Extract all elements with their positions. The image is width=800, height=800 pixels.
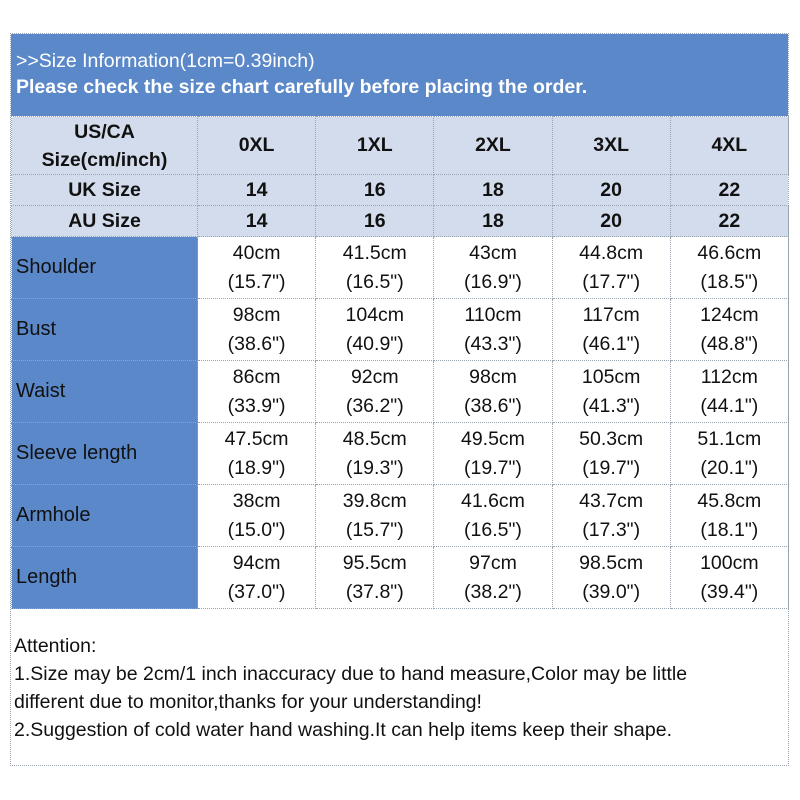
uk-size-cell: 22 <box>670 175 788 206</box>
measurement-cell <box>552 485 670 547</box>
cm-value: 41.5cm <box>342 241 407 264</box>
size-info-instruction: Please check the size chart carefully before placing the order. <box>16 76 588 98</box>
cm-value: 94cm <box>232 551 281 574</box>
inch-value: (37.0") <box>227 580 286 603</box>
cm-value: 98cm <box>232 303 281 326</box>
cm-value: 98.5cm <box>579 551 644 574</box>
cm-value: 43cm <box>469 241 517 264</box>
cm-value: 117cm <box>582 303 640 326</box>
cm-value: 38cm <box>232 489 281 512</box>
uk-size-cell: 18 <box>434 175 552 206</box>
measurement-row <box>12 237 789 299</box>
cm-value: 105cm <box>581 365 641 388</box>
measurement-label: Bust <box>12 299 198 361</box>
measurement-row <box>12 299 789 361</box>
measurement-cell <box>316 485 434 547</box>
measurement-cell <box>316 547 434 609</box>
cm-value: 95.5cm <box>342 551 407 574</box>
uk-size-row <box>12 175 789 206</box>
inch-value: (37.8") <box>345 580 404 603</box>
cm-value: 40cm <box>232 241 281 264</box>
measurement-cell <box>552 361 670 423</box>
measurement-label: Shoulder <box>12 237 198 299</box>
cm-value: 124cm <box>700 303 759 326</box>
uk-size-cell: 20 <box>552 175 670 206</box>
measurement-cell <box>434 423 552 485</box>
cm-value: 47.5cm <box>224 427 289 450</box>
note-line: different due to monitor,thanks for your understanding! <box>14 691 482 713</box>
size-header-cell: 1XL <box>316 117 434 175</box>
measurement-cell <box>670 237 788 299</box>
inch-value: (38.6") <box>227 332 286 355</box>
inch-value: (46.1") <box>582 332 641 355</box>
measurement-row <box>12 547 789 609</box>
measurement-cell <box>434 547 552 609</box>
measurement-cell <box>198 423 316 485</box>
cm-value: 44.8cm <box>579 241 644 264</box>
measurement-cell <box>670 299 788 361</box>
cm-value: 104cm <box>345 303 405 326</box>
cm-value: 100cm <box>700 551 759 574</box>
inch-value: (39.4") <box>700 580 759 603</box>
measurement-cell <box>198 547 316 609</box>
measurement-label: Armhole <box>12 485 198 547</box>
measurement-cell <box>198 361 316 423</box>
inch-value: (36.2") <box>345 394 404 417</box>
cm-value: 97cm <box>469 551 517 574</box>
measurement-row <box>12 485 789 547</box>
size-header-cell: 2XL <box>434 117 552 175</box>
cm-value: 50.3cm <box>579 427 644 450</box>
inch-value: (15.7") <box>227 270 286 293</box>
cm-value: 112cm <box>700 365 758 388</box>
uk-size-cell: 16 <box>316 175 434 206</box>
cm-value: 48.5cm <box>342 427 407 450</box>
inch-value: (18.9") <box>227 456 286 479</box>
au-size-cell: 16 <box>316 206 434 237</box>
inch-value: (33.9") <box>227 394 286 417</box>
uk-size-cell: 14 <box>198 175 316 206</box>
attention-title: Attention: <box>14 635 97 657</box>
inch-value: (15.7") <box>345 518 404 541</box>
measurement-cell <box>316 423 434 485</box>
cm-value: 92cm <box>350 365 399 388</box>
inch-value: (38.6") <box>464 394 522 417</box>
inch-value: (44.1") <box>700 394 759 417</box>
measurement-cell <box>552 547 670 609</box>
size-info-header <box>11 34 788 116</box>
au-size-cell: 22 <box>670 206 788 237</box>
measurement-cell <box>670 423 788 485</box>
inch-value: (16.5") <box>345 270 404 293</box>
measurement-cell <box>316 299 434 361</box>
measurement-cell <box>198 485 316 547</box>
measurement-cell <box>552 423 670 485</box>
note-line: 2.Suggestion of cold water hand washing.It can help items keep their shape. <box>14 719 672 741</box>
measurement-cell <box>552 299 670 361</box>
measurement-cell <box>670 361 788 423</box>
inch-value: (38.2") <box>464 580 522 603</box>
measurement-cell <box>434 485 552 547</box>
au-size-row <box>12 206 789 237</box>
measurement-cell <box>316 361 434 423</box>
measurement-cell <box>316 237 434 299</box>
size-header-cell: 3XL <box>552 117 670 175</box>
cm-value: 45.8cm <box>697 489 762 512</box>
note-line: 1.Size may be 2cm/1 inch inaccuracy due to hand measure,Color may be little <box>14 663 688 685</box>
cm-value: 86cm <box>232 365 281 388</box>
inch-value: (19.7") <box>582 456 641 479</box>
inch-value: (18.5") <box>700 270 759 293</box>
size-header-cell: 4XL <box>670 117 788 175</box>
measurement-cell <box>670 485 788 547</box>
au-size-cell: 20 <box>552 206 670 237</box>
inch-value: (43.3") <box>464 332 522 355</box>
size-header-cell: 0XL <box>198 117 316 175</box>
inch-value: (15.0") <box>227 518 286 541</box>
measurement-cell <box>198 299 316 361</box>
inch-value: (48.8") <box>700 332 759 355</box>
au-size-cell: 14 <box>198 206 316 237</box>
size-header-row <box>12 117 789 175</box>
inch-value: (16.5") <box>464 518 522 541</box>
au-size-label: AU Size <box>12 206 198 237</box>
inch-value: (19.3") <box>345 456 404 479</box>
measurement-cell <box>434 299 552 361</box>
cm-value: 51.1cm <box>697 427 762 450</box>
cm-value: 110cm <box>464 303 522 326</box>
inch-value: (40.9") <box>345 332 404 355</box>
measurement-row <box>12 361 789 423</box>
measurement-cell <box>434 237 552 299</box>
inch-value: (39.0") <box>582 580 641 603</box>
attention-notes <box>14 632 784 744</box>
inch-value: (18.1") <box>700 518 759 541</box>
cm-value: 46.6cm <box>697 241 762 264</box>
measurement-cell <box>434 361 552 423</box>
inch-value: (20.1") <box>700 456 759 479</box>
measurement-row <box>12 423 789 485</box>
corner-header-cell <box>12 117 198 175</box>
measurement-cell <box>198 237 316 299</box>
size-info-title: >>Size Information(1cm=0.39inch) <box>16 50 315 72</box>
size-chart-table <box>11 116 789 609</box>
measurement-label: Waist <box>12 361 198 423</box>
inch-value: (17.7") <box>582 270 641 293</box>
inch-value: (17.3") <box>582 518 641 541</box>
cm-value: 43.7cm <box>579 489 644 512</box>
measurement-label: Sleeve length <box>12 423 198 485</box>
inch-value: (16.9") <box>464 270 522 293</box>
cm-value: 98cm <box>469 365 517 388</box>
measurement-label: Length <box>12 547 198 609</box>
cm-value: 39.8cm <box>342 489 407 512</box>
inch-value: (19.7") <box>464 456 522 479</box>
inch-value: (41.3") <box>582 394 641 417</box>
measurement-cell <box>670 547 788 609</box>
au-size-cell: 18 <box>434 206 552 237</box>
corner-region-label: US/CA <box>74 120 135 143</box>
uk-size-label: UK Size <box>12 175 198 206</box>
cm-value: 49.5cm <box>460 427 525 450</box>
corner-unit-label: Size(cm/inch) <box>41 148 168 171</box>
measurement-cell <box>552 237 670 299</box>
cm-value: 41.6cm <box>460 489 525 512</box>
